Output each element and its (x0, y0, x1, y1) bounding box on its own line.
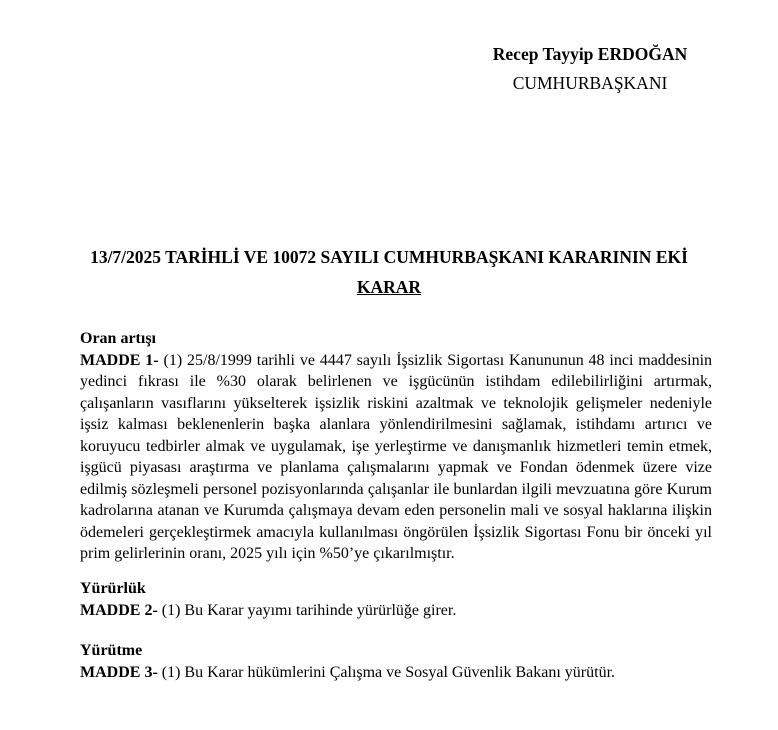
article-3 (80, 640, 712, 683)
article-2-label: MADDE 2- (80, 601, 158, 619)
document-heading (0, 242, 778, 302)
article-1-label: MADDE 1- (80, 351, 159, 369)
article-2-title: Yürürlük (80, 580, 146, 597)
heading-line-2: KARAR (356, 277, 422, 297)
article-2-text: (1) Bu Karar yayımı tarihinde yürürlüğe girer. (161, 601, 457, 619)
article-2 (80, 578, 712, 621)
heading-line-1: 13/7/2025 TARİHLİ VE 10072 SAYILI CUMHURBAŞKANI KARARININ EKİ (90, 247, 688, 267)
article-3-title: Yürütme (80, 642, 143, 659)
article-1-text: (1) 25/8/1999 tarihli ve 4447 sayılı İşsizlik Sigortası Kanununun 48 inci maddesinin yedinci fıkrası ile %30 olarak belirlenen ve işgücünün istihdam edilebilirliğini artırmak, çalışanların vasıflarını yükselterek işsizlik riskini azaltmak ve teknolojik gelişmeler nedeniyle işsiz kalması beklenenlerin başka alanlara yönlendirilmesini sağlamak, istihdamı artırıcı ve koruyucu tedbirler almak ve uygulamak, işe yerleştirme ve danışmanlık hizmetleri temin etmek, işgücü piyasası araştırma ve planlama çalışmalarını yapmak ve Fondan ödenmek üzere vize edilmiş sözleşmeli personel pozisyonlarında çalışanlar ile bunlardan ilgili mevzuatına göre Kurum kadrolarına atanan ve Kurumda çalışmaya devam eden personelin mali ve sosyal haklarına ilişkin ödemeleri gerçekleştirmek amacıyla kullanılması öngörülen İşsizlik Sigortası Fonu bir önceki yıl prim gelirlerinin oranı, 2025 yılı için %50’ye çıkarılmıştır. (80, 351, 713, 562)
signatory-name: Recep Tayyip ERDOĞAN (492, 44, 688, 64)
article-3-body (80, 662, 712, 684)
article-2-body (80, 600, 712, 622)
article-1-title: Oran artışı (80, 330, 156, 347)
article-1-body (80, 350, 712, 565)
signature-block (470, 40, 710, 98)
article-3-label: MADDE 3- (80, 663, 158, 681)
signatory-title: CUMHURBAŞKANI (512, 73, 668, 93)
article-1 (80, 328, 712, 565)
article-3-text: (1) Bu Karar hükümlerini Çalışma ve Sosyal Güvenlik Bakanı yürütür. (161, 663, 616, 681)
